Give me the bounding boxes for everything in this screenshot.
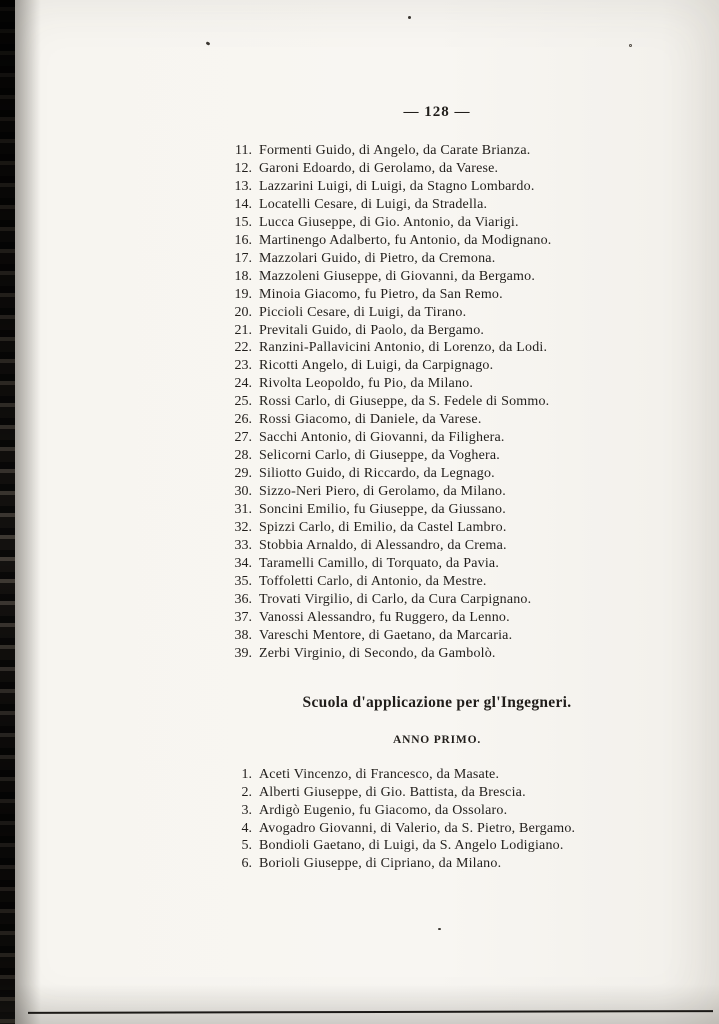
list-item	[222, 214, 652, 232]
section-subtitle: ANNO PRIMO.	[392, 733, 481, 746]
item-text: Sacchi Antonio, di Giovanni, da Filighera.	[259, 430, 505, 446]
item-text: Trovati Virgilio, di Carlo, da Cura Carpignano.	[259, 591, 532, 607]
list-item	[222, 268, 652, 286]
ink-speck	[438, 928, 441, 930]
item-number: 28.	[234, 448, 252, 464]
item-text: Siliotto Guido, di Riccardo, da Legnago.	[259, 466, 495, 482]
item-number: 15.	[234, 214, 252, 230]
page-number: — 128 —	[403, 104, 471, 120]
item-number: 39.	[234, 645, 252, 661]
list-item	[222, 802, 652, 820]
item-text: Vareschi Mentore, di Gaetano, da Marcaria.	[259, 627, 513, 643]
list-item	[222, 375, 652, 393]
list-item	[222, 178, 652, 196]
item-text: Stobbia Arnaldo, di Alessandro, da Crema.	[259, 537, 507, 553]
item-number: 4.	[241, 820, 252, 836]
item-number: 36.	[234, 591, 252, 607]
item-text: Previtali Guido, di Paolo, da Bergamo.	[259, 322, 485, 338]
item-number: 18.	[234, 268, 252, 284]
item-text: Lazzarini Luigi, di Luigi, da Stagno Lombardo.	[259, 178, 535, 194]
item-text: Rivolta Leopoldo, fu Pio, da Milano.	[259, 376, 474, 392]
item-number: 22.	[234, 340, 252, 356]
item-number: 34.	[234, 555, 252, 571]
list-item	[222, 196, 652, 214]
item-number: 35.	[234, 573, 252, 589]
item-text: Taramelli Camillo, di Torquato, da Pavia.	[259, 555, 500, 571]
list-item	[222, 784, 652, 802]
item-text: Sizzo-Neri Piero, di Gerolamo, da Milano.	[259, 484, 506, 500]
binding-edge	[0, 0, 15, 1024]
item-text: Locatelli Cesare, di Luigi, da Stradella.	[259, 196, 488, 212]
item-number: 3.	[241, 802, 252, 818]
list-item	[222, 609, 652, 627]
list-item	[222, 573, 652, 591]
binding-shadow	[15, 0, 41, 1024]
item-number: 33.	[234, 537, 252, 553]
item-text: Mazzoleni Giuseppe, di Giovanni, da Bergamo.	[259, 268, 536, 284]
item-text: Avogadro Giovanni, di Valerio, da S. Pietro, Bergamo.	[259, 820, 576, 836]
item-number: 37.	[234, 609, 252, 625]
item-text: Piccioli Cesare, di Luigi, da Tirano.	[259, 304, 467, 320]
item-number: 11.	[235, 143, 252, 158]
item-number: 19.	[234, 286, 252, 302]
list-item	[222, 160, 652, 178]
list-item	[222, 483, 652, 501]
list-item	[222, 429, 652, 447]
list-item	[222, 855, 652, 873]
list-item	[222, 555, 652, 573]
ink-speck	[408, 16, 411, 19]
item-text: Zerbi Virginio, di Secondo, da Gambolò.	[259, 645, 496, 661]
item-text: Borioli Giuseppe, di Cipriano, da Milano.	[259, 856, 502, 872]
section-title: Scuola d'applicazione per gl'Ingegneri.	[302, 693, 572, 711]
item-text: Minoia Giacomo, fu Pietro, da San Remo.	[259, 286, 503, 302]
item-number: 5.	[241, 838, 252, 854]
list-item	[222, 645, 652, 663]
item-number: 27.	[234, 430, 252, 446]
list-item	[222, 232, 652, 250]
list-item	[222, 339, 652, 357]
item-number: 13.	[234, 178, 252, 194]
list-item	[222, 250, 652, 268]
list-item	[222, 766, 652, 784]
item-number: 6.	[241, 856, 252, 872]
item-text: Toffoletti Carlo, di Antonio, da Mestre.	[259, 573, 487, 589]
item-number: 31.	[234, 502, 252, 518]
item-number: 17.	[234, 250, 252, 266]
item-text: Rossi Carlo, di Giuseppe, da S. Fedele di Sommo.	[259, 394, 550, 410]
item-number: 24.	[234, 376, 252, 392]
list-item	[222, 447, 652, 465]
ink-speck	[206, 41, 211, 46]
list-item	[222, 837, 652, 855]
student-list-lower	[222, 766, 652, 874]
item-text: Rossi Giacomo, di Daniele, da Varese.	[259, 412, 482, 428]
list-item	[222, 357, 652, 375]
item-number: 20.	[234, 304, 252, 320]
item-text: Aceti Vincenzo, di Francesco, da Masate.	[259, 766, 500, 782]
item-number: 14.	[234, 196, 252, 212]
item-number: 29.	[234, 466, 252, 482]
item-number: 38.	[234, 627, 252, 643]
list-item	[222, 627, 652, 645]
item-text: Martinengo Adalberto, fu Antonio, da Modignano.	[259, 232, 552, 248]
item-number: 16.	[234, 232, 252, 248]
item-number: 23.	[234, 358, 252, 374]
list-item	[222, 537, 652, 555]
item-number: 1.	[241, 766, 252, 782]
list-item	[222, 304, 652, 322]
item-text: Spizzi Carlo, di Emilio, da Castel Lambro.	[259, 520, 507, 536]
item-text: Formenti Guido, di Angelo, da Carate Brianza.	[259, 143, 531, 158]
item-number: 25.	[234, 394, 252, 410]
list-item	[222, 591, 652, 609]
item-text: Alberti Giuseppe, di Gio. Battista, da Brescia.	[259, 784, 526, 800]
list-item	[222, 519, 652, 537]
page-bottom-shadow	[0, 984, 719, 1024]
item-number: 26.	[234, 412, 252, 428]
list-item	[222, 465, 652, 483]
item-number: 32.	[234, 520, 252, 536]
item-number: 30.	[234, 484, 252, 500]
student-list-upper	[222, 142, 652, 663]
list-item	[222, 820, 652, 838]
item-text: Soncini Emilio, fu Giuseppe, da Giussano.	[259, 502, 506, 518]
item-number: 2.	[241, 784, 252, 800]
list-item	[222, 393, 652, 411]
item-number: 12.	[234, 160, 252, 176]
list-item	[222, 411, 652, 429]
ink-speck	[629, 44, 632, 47]
item-text: Ricotti Angelo, di Luigi, da Carpignago.	[259, 358, 494, 374]
list-item	[222, 322, 652, 340]
list-item	[222, 142, 652, 160]
list-item	[222, 286, 652, 304]
item-text: Vanossi Alessandro, fu Ruggero, da Lenno.	[259, 609, 510, 625]
item-text: Lucca Giuseppe, di Gio. Antonio, da Viarigi.	[259, 214, 519, 230]
item-text: Bondioli Gaetano, di Luigi, da S. Angelo Lodigiano.	[259, 838, 564, 854]
item-text: Selicorni Carlo, di Giuseppe, da Voghera.	[259, 448, 500, 464]
page-content	[222, 104, 652, 873]
item-text: Ardigò Eugenio, fu Giacomo, da Ossolaro.	[259, 802, 508, 818]
item-number: 21.	[234, 322, 252, 338]
list-item	[222, 501, 652, 519]
item-text: Garoni Edoardo, di Gerolamo, da Varese.	[259, 160, 499, 176]
item-text: Mazzolari Guido, di Pietro, da Cremona.	[259, 250, 496, 266]
item-text: Ranzini-Pallavicini Antonio, di Lorenzo, da Lodi.	[259, 340, 548, 356]
